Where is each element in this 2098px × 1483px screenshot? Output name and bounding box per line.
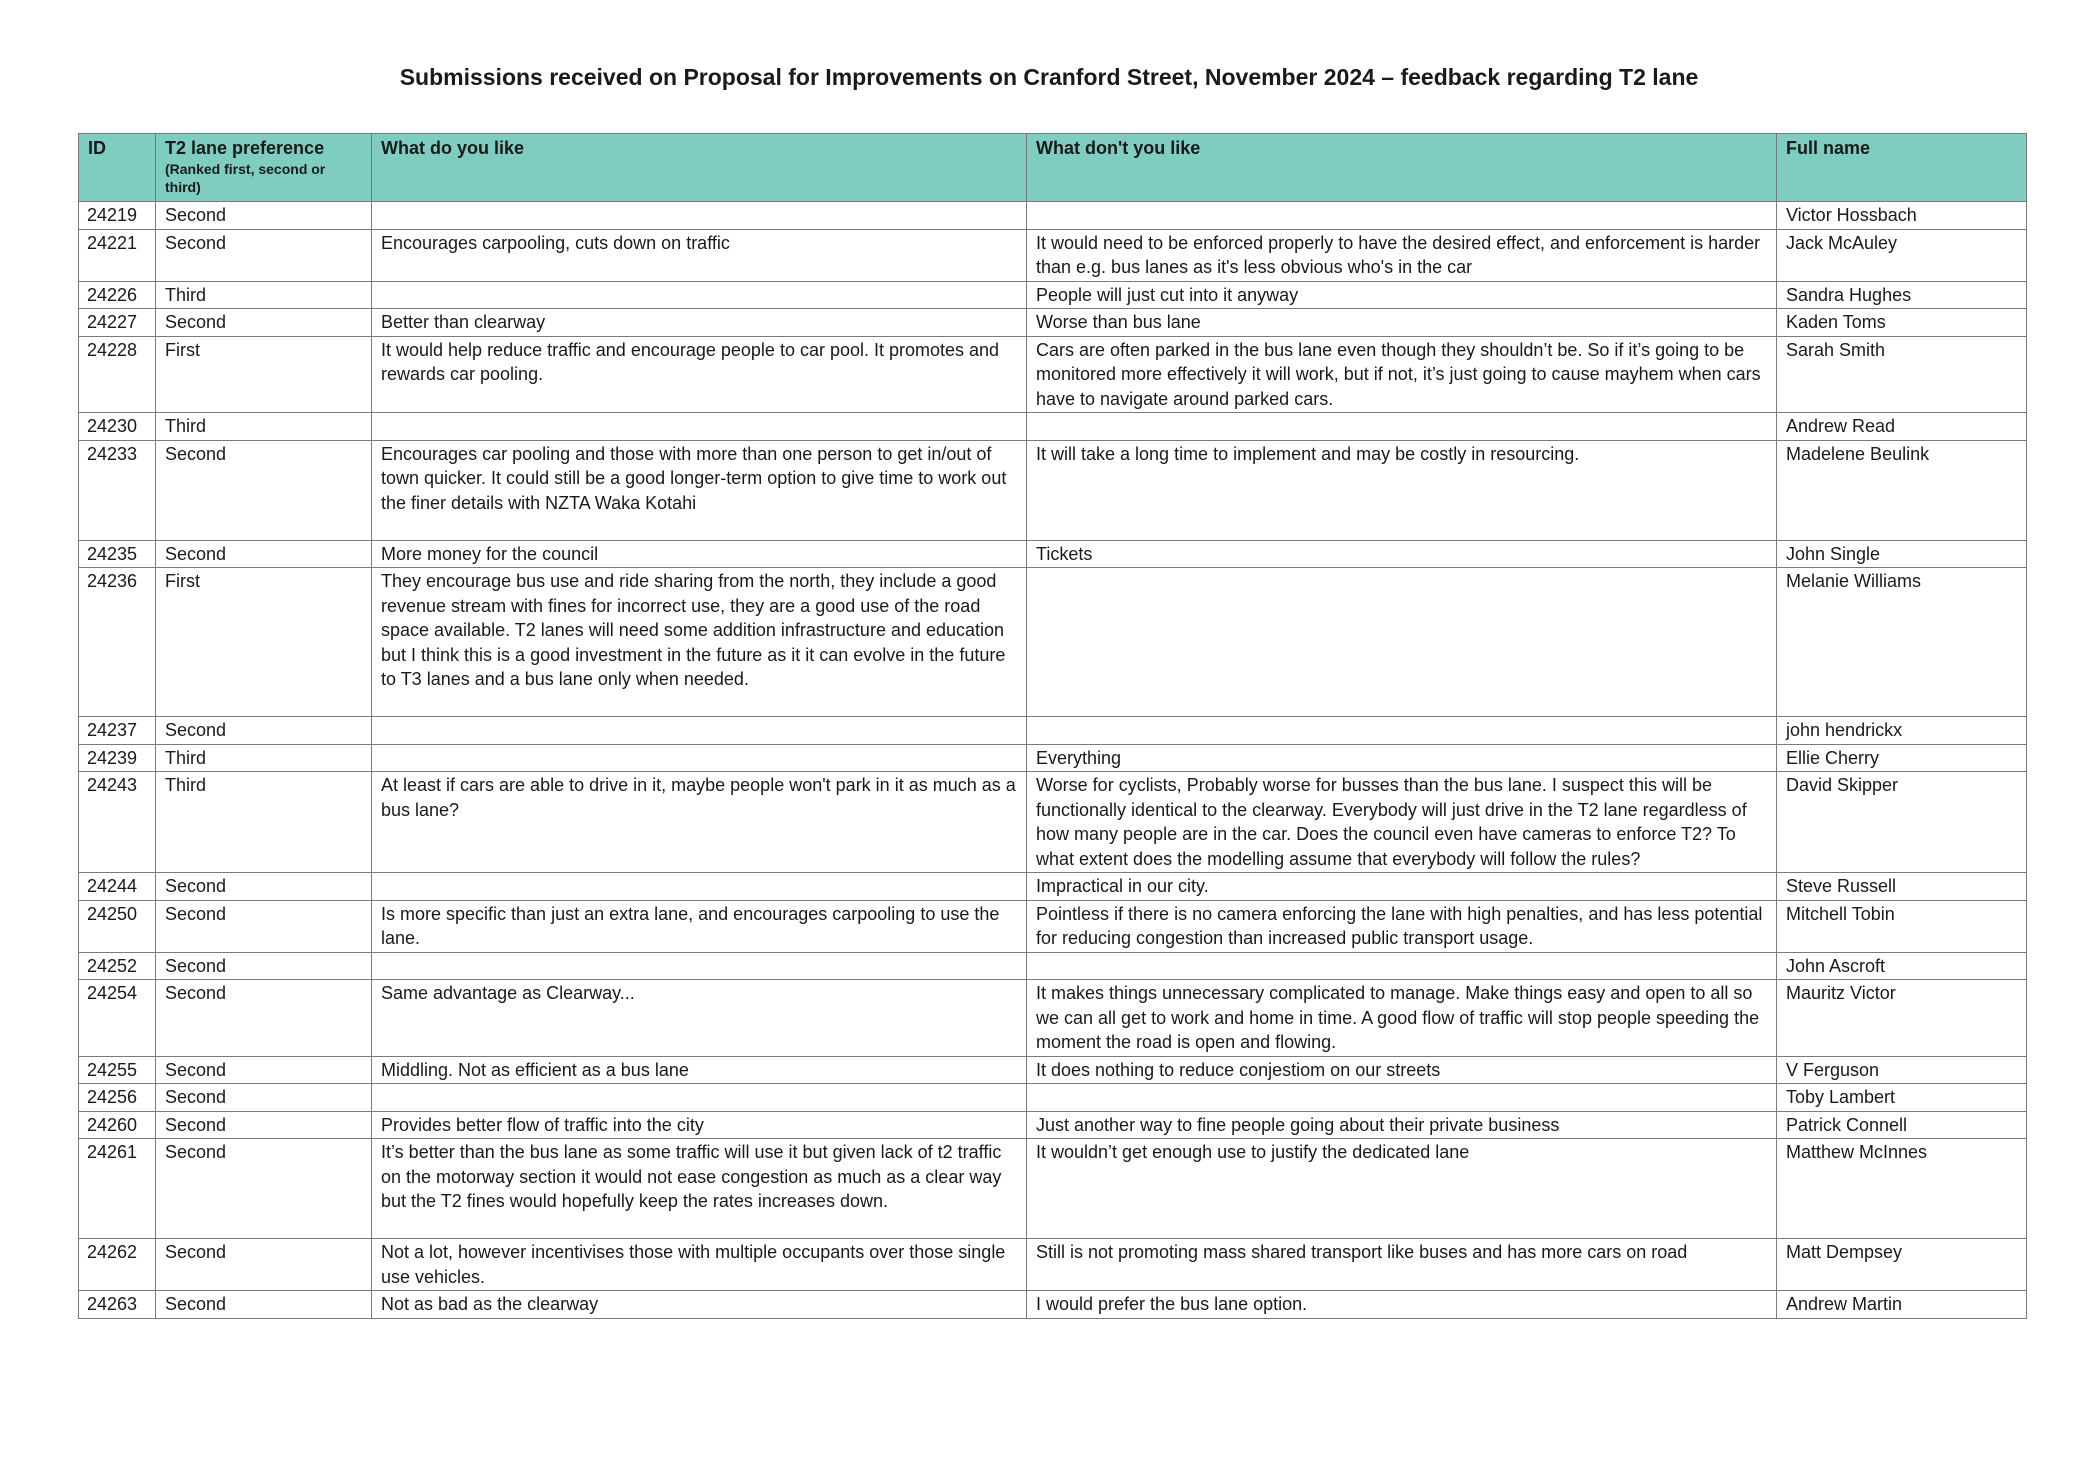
cell-full-name: Sandra Hughes	[1777, 281, 2027, 309]
cell-dislikes	[1027, 952, 1777, 980]
cell-full-name: Steve Russell	[1777, 873, 2027, 901]
cell-dislikes: It will take a long time to implement and may be costly in resourcing.	[1027, 440, 1777, 540]
cell-preference: Second	[156, 229, 372, 281]
cell-full-name: Kaden Toms	[1777, 309, 2027, 337]
cell-likes: More money for the council	[372, 540, 1027, 568]
cell-full-name: Patrick Connell	[1777, 1111, 2027, 1139]
cell-full-name: Jack McAuley	[1777, 229, 2027, 281]
cell-submission-id: 24260	[79, 1111, 156, 1139]
cell-likes: Middling. Not as efficient as a bus lane	[372, 1056, 1027, 1084]
cell-submission-id: 24228	[79, 336, 156, 413]
table-row	[79, 1239, 2027, 1291]
cell-submission-id: 24244	[79, 873, 156, 901]
table-header-row	[79, 134, 2027, 202]
cell-preference: First	[156, 336, 372, 413]
cell-full-name: John Single	[1777, 540, 2027, 568]
cell-dislikes	[1027, 413, 1777, 441]
cell-dislikes: It wouldn’t get enough use to justify the dedicated lane	[1027, 1139, 1777, 1239]
cell-preference: Second	[156, 1291, 372, 1319]
header-like: What do you like	[372, 134, 1027, 202]
cell-likes: Encourages carpooling, cuts down on traffic	[372, 229, 1027, 281]
header-name: Full name	[1777, 134, 2027, 202]
table-row	[79, 202, 2027, 230]
cell-preference: Second	[156, 952, 372, 980]
table-row	[79, 980, 2027, 1057]
cell-full-name: Andrew Martin	[1777, 1291, 2027, 1319]
cell-full-name: Andrew Read	[1777, 413, 2027, 441]
cell-likes	[372, 1084, 1027, 1112]
table-row	[79, 540, 2027, 568]
cell-dislikes: Worse for cyclists, Probably worse for busses than the bus lane. I suspect this will be functionally identical to the clearway. Everybody will just drive in the T2 lane regardless of how many people are in the car. Does the council even have cameras to enforce T2? To what extent does the modelling assume that everybody will follow the rules?	[1027, 772, 1777, 873]
table-row	[79, 281, 2027, 309]
table-row	[79, 1084, 2027, 1112]
cell-dislikes: It would need to be enforced properly to have the desired effect, and enforcement is harder than e.g. bus lanes as it's less obvious who's in the car	[1027, 229, 1777, 281]
cell-submission-id: 24230	[79, 413, 156, 441]
cell-dislikes	[1027, 1084, 1777, 1112]
cell-submission-id: 24235	[79, 540, 156, 568]
cell-likes: Not as bad as the clearway	[372, 1291, 1027, 1319]
table-row	[79, 1291, 2027, 1319]
table-row	[79, 717, 2027, 745]
cell-dislikes: Tickets	[1027, 540, 1777, 568]
cell-preference: Second	[156, 717, 372, 745]
table-row	[79, 568, 2027, 717]
cell-dislikes: Worse than bus lane	[1027, 309, 1777, 337]
cell-likes	[372, 873, 1027, 901]
cell-submission-id: 24252	[79, 952, 156, 980]
header-id: ID	[79, 134, 156, 202]
cell-preference: Second	[156, 1239, 372, 1291]
cell-submission-id: 24263	[79, 1291, 156, 1319]
cell-preference: Third	[156, 281, 372, 309]
cell-preference: Second	[156, 202, 372, 230]
table-row	[79, 440, 2027, 540]
cell-dislikes: Just another way to fine people going about their private business	[1027, 1111, 1777, 1139]
cell-submission-id: 24243	[79, 772, 156, 873]
cell-dislikes: It makes things unnecessary complicated to manage. Make things easy and open to all so we can all get to work and home in time. A good flow of traffic will stop people speeding the moment the road is open and flowing.	[1027, 980, 1777, 1057]
cell-likes: Is more specific than just an extra lane, and encourages carpooling to use the lane.	[372, 900, 1027, 952]
table-row	[79, 309, 2027, 337]
cell-full-name: Mauritz Victor	[1777, 980, 2027, 1057]
cell-dislikes: Impractical in our city.	[1027, 873, 1777, 901]
cell-full-name: Mitchell Tobin	[1777, 900, 2027, 952]
cell-preference: First	[156, 568, 372, 717]
cell-likes	[372, 281, 1027, 309]
cell-submission-id: 24256	[79, 1084, 156, 1112]
cell-likes	[372, 202, 1027, 230]
cell-full-name: Melanie Williams	[1777, 568, 2027, 717]
cell-submission-id: 24239	[79, 744, 156, 772]
cell-likes	[372, 952, 1027, 980]
submissions-table	[78, 133, 2027, 1319]
cell-full-name: V Ferguson	[1777, 1056, 2027, 1084]
cell-preference: Second	[156, 900, 372, 952]
cell-likes	[372, 413, 1027, 441]
cell-submission-id: 24261	[79, 1139, 156, 1239]
table-row	[79, 772, 2027, 873]
cell-preference: Second	[156, 1139, 372, 1239]
cell-full-name: Madelene Beulink	[1777, 440, 2027, 540]
cell-full-name: Victor Hossbach	[1777, 202, 2027, 230]
cell-likes: Not a lot, however incentivises those with multiple occupants over those single use vehicles.	[372, 1239, 1027, 1291]
cell-submission-id: 24227	[79, 309, 156, 337]
table-row	[79, 873, 2027, 901]
cell-likes: Provides better flow of traffic into the city	[372, 1111, 1027, 1139]
cell-submission-id: 24219	[79, 202, 156, 230]
table-row	[79, 900, 2027, 952]
cell-likes: It’s better than the bus lane as some traffic will use it but given lack of t2 traffic on the motorway section it would not ease congestion as much as a clear way but the T2 fines would hopefully keep the rates increases down.	[372, 1139, 1027, 1239]
page-title: Submissions received on Proposal for Improvements on Cranford Street, November 2024 – feedback regarding T2 lane	[399, 64, 1699, 90]
cell-preference: Second	[156, 309, 372, 337]
table-row	[79, 1139, 2027, 1239]
table-row	[79, 413, 2027, 441]
cell-preference: Third	[156, 744, 372, 772]
table-row	[79, 336, 2027, 413]
cell-likes: At least if cars are able to drive in it, maybe people won't park in it as much as a bus lane?	[372, 772, 1027, 873]
cell-full-name: Sarah Smith	[1777, 336, 2027, 413]
cell-full-name: Ellie Cherry	[1777, 744, 2027, 772]
cell-likes	[372, 744, 1027, 772]
cell-preference: Second	[156, 1084, 372, 1112]
cell-preference: Second	[156, 440, 372, 540]
cell-preference: Second	[156, 873, 372, 901]
cell-submission-id: 24250	[79, 900, 156, 952]
cell-dislikes: Still is not promoting mass shared transport like buses and has more cars on road	[1027, 1239, 1777, 1291]
cell-full-name: Matthew McInnes	[1777, 1139, 2027, 1239]
cell-submission-id: 24254	[79, 980, 156, 1057]
header-preference-note: (Ranked first, second or third)	[165, 161, 326, 195]
table-row	[79, 744, 2027, 772]
cell-submission-id: 24237	[79, 717, 156, 745]
cell-preference: Second	[156, 540, 372, 568]
cell-submission-id: 24262	[79, 1239, 156, 1291]
cell-submission-id: 24226	[79, 281, 156, 309]
cell-likes: It would help reduce traffic and encourage people to car pool. It promotes and rewards car pooling.	[372, 336, 1027, 413]
cell-likes: Better than clearway	[372, 309, 1027, 337]
cell-submission-id: 24255	[79, 1056, 156, 1084]
header-preference-label: T2 lane preference	[165, 138, 325, 158]
cell-dislikes	[1027, 202, 1777, 230]
cell-preference: Second	[156, 980, 372, 1057]
cell-preference: Second	[156, 1111, 372, 1139]
cell-full-name: john hendrickx	[1777, 717, 2027, 745]
table-row	[79, 952, 2027, 980]
cell-full-name: Matt Dempsey	[1777, 1239, 2027, 1291]
cell-likes: They encourage bus use and ride sharing from the north, they include a good revenue stream with fines for incorrect use, they are a good use of the road space available. T2 lanes will need some addition infrastructure and education but I think this is a good investment in the future as it it can evolve in the future to T3 lanes and a bus lane only when needed.	[372, 568, 1027, 717]
header-dislike: What don't you like	[1027, 134, 1777, 202]
table-row	[79, 1056, 2027, 1084]
cell-likes: Same advantage as Clearway...	[372, 980, 1027, 1057]
header-preference	[156, 134, 372, 202]
cell-full-name: John Ascroft	[1777, 952, 2027, 980]
cell-full-name: Toby Lambert	[1777, 1084, 2027, 1112]
cell-preference: Third	[156, 413, 372, 441]
cell-preference: Second	[156, 1056, 372, 1084]
cell-submission-id: 24236	[79, 568, 156, 717]
cell-dislikes: It does nothing to reduce conjestiom on our streets	[1027, 1056, 1777, 1084]
table-body	[79, 202, 2027, 1319]
cell-dislikes: People will just cut into it anyway	[1027, 281, 1777, 309]
cell-submission-id: 24221	[79, 229, 156, 281]
cell-dislikes: I would prefer the bus lane option.	[1027, 1291, 1777, 1319]
cell-dislikes	[1027, 717, 1777, 745]
cell-likes	[372, 717, 1027, 745]
cell-preference: Third	[156, 772, 372, 873]
cell-dislikes: Everything	[1027, 744, 1777, 772]
table-row	[79, 229, 2027, 281]
cell-dislikes	[1027, 568, 1777, 717]
cell-likes: Encourages car pooling and those with more than one person to get in/out of town quicker. It could still be a good longer-term option to give time to work out the finer details with NZTA Waka Kotahi	[372, 440, 1027, 540]
table-row	[79, 1111, 2027, 1139]
cell-full-name: David Skipper	[1777, 772, 2027, 873]
cell-dislikes: Pointless if there is no camera enforcing the lane with high penalties, and has less potential for reducing congestion than increased public transport usage.	[1027, 900, 1777, 952]
cell-dislikes: Cars are often parked in the bus lane even though they shouldn’t be. So if it’s going to be monitored more effectively it will work, but if not, it’s just going to cause mayhem when cars have to navigate around parked cars.	[1027, 336, 1777, 413]
cell-submission-id: 24233	[79, 440, 156, 540]
